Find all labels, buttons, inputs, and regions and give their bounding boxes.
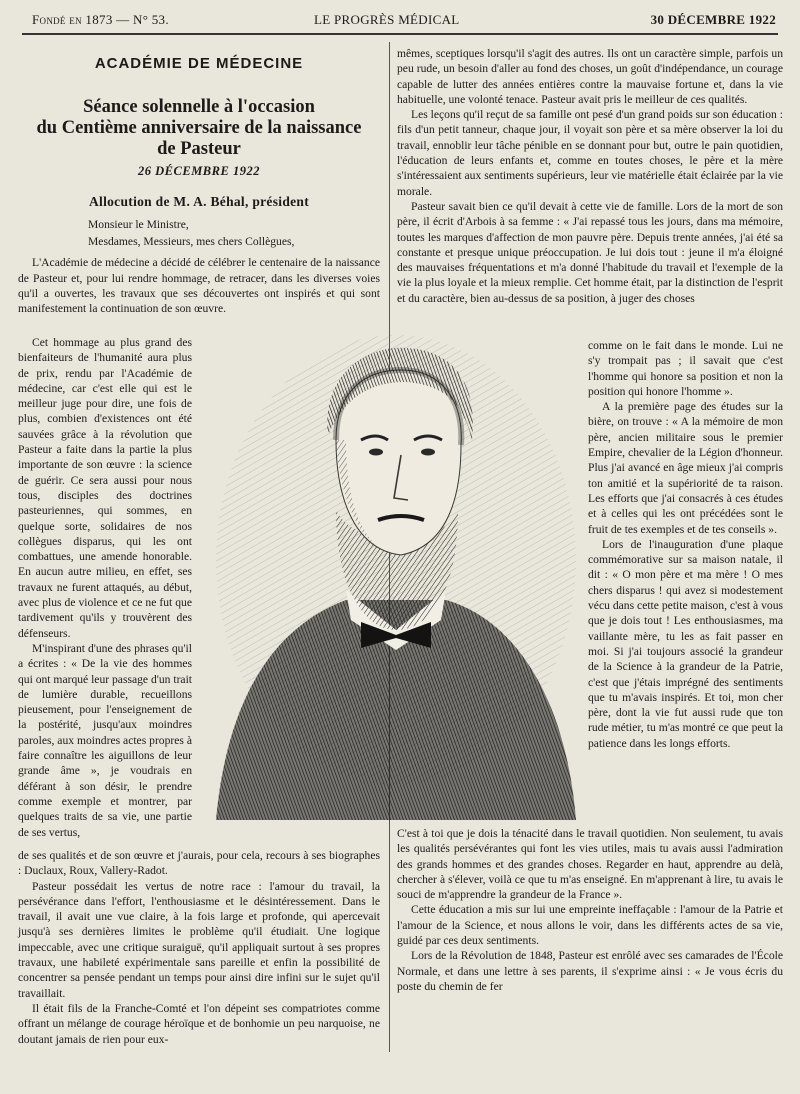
- left-narrow-column: [18, 335, 192, 840]
- header-date: 30 DÉCEMBRE 1922: [650, 12, 776, 27]
- section-title: ACADÉMIE DE MÉDECINE: [94, 55, 304, 72]
- salutation-line: Mesdames, Messieurs, mes chers Collègues,: [88, 235, 295, 249]
- left-column-bottom: [18, 848, 380, 1047]
- right-column-top: [397, 46, 783, 306]
- paragraph: comme on le fait dans le monde. Lui ne s'y trompait pas ; il savait que c'est l'homme qui honore sa position et non la position qui honore l'homme ».: [588, 339, 783, 398]
- paragraph: mêmes, sceptiques lorsqu'il s'agit des autres. Ils ont un caractère simple, parfois un peu rude, un besoin d'aller au fond des choses, un goût d'indépendance, un courage capable de lutter des années entières contre la mauvaise fortune et, dans la vie habituelle, une volonté tenace. Pasteur avait pris le meilleur de ces qualités.: [397, 47, 783, 106]
- right-narrow-column: [588, 338, 783, 751]
- paragraph: Pasteur savait bien ce qu'il devait à cette vie de famille. Lors de la mort de son père, il écrit d'Arbois à sa femme : « J'ai repassé tous les jours, dans ma mémoire, toutes les marques d'affection de mon pauvre père. Depuis trente années, j'ai été sa constante et presque unique préoccupation. Je lui dois tout : jeune il m'a éloigné des mauvaises fréquentations et m'a donné l'habitude du travail et l'exemple de la vie la plus loyale et la mieux remplie. Cet homme était, par la distinction de l'esprit et du caractère, bien au-dessus de sa position, à juger des choses: [397, 199, 783, 305]
- paragraph: Les leçons qu'il reçut de sa famille ont pesé d'un grand poids sur son éducation : fils d'un petit tanneur, chaque jour, il voyait son père et sa mère observer la loi du travail, ennoblir leur tâche pénible en se donnant pour but, outre le pain quotidien, l'éducation de leurs enfants et, comme en toutes choses, le père et la mère s'intéressaient aux sentiments supérieurs, leur vie matérielle était éclairée par la vie morale.: [397, 108, 783, 198]
- article-title-line: du Centième anniversaire de la naissance: [36, 118, 362, 139]
- paragraph: Lors de la Révolution de 1848, Pasteur est enrôlé avec ses camarades de l'École Normale, et dans une lettre à ses parents, il s'exprime ainsi : « Je vous écris du poste du chemin de fer: [397, 949, 783, 993]
- paragraph: Pasteur possédait les vertus de notre race : l'amour du travail, la persévérance dans l'effort, l'enthousiasme et le désintéressement. Dans le travail, il avait une vue claire, à la fois large et profonde, qui apercevait jusqu'à ses dernières limites le problème qu'il étudiait. Une logique impeccable, avec une critique suraiguë, qu'il appliquait surtout à ses propres travaux, une habileté expérimentale sans pareille et enfin la possibilité de concentrer sa pensée pendant un temps pour ainsi dire infini sur le sujet qu'il travaillait.: [18, 879, 380, 1000]
- header-issue: Fondé en 1873 — N° 53.: [32, 12, 169, 27]
- article-title-line: de Pasteur: [157, 139, 241, 160]
- paragraph: Lors de l'inauguration d'une plaque commémorative sur sa maison natale, il dit : « O mon père et ma mère ! O mes chers disparus ! qui avez si modestement vécu dans cette petite maison, c'est à vous que je dois tout ! Les enthousiasmes, ma vaillante mère, tu les as fait passer en moi. Si j'ai toujours associé la grandeur de la Science à la grandeur de la Patrie, c'est que j'étais imprégné des sentiments que tu m'avais inspirés. Et toi, mon cher père, dont la vie fut aussi rude que ton rude métier, tu m'as montré ce que peut la patience dans les longs efforts.: [588, 537, 783, 750]
- paragraph: de ses qualités et de son œuvre et j'aurais, pour cela, recours à ses biographes : Duclaux, Roux, Vallery-Radot.: [18, 849, 380, 878]
- paragraph: A la première page des études sur la bière, on trouve : « A la mémoire de mon père, ancien militaire sous le premier Empire, chevalier de la Légion d'honneur. Plus j'ai avancé en âge mieux j'ai compris ton amitié et la supériorité de ta raison. Les efforts que j'ai consacrés à ces études et à celles qui les ont précédées sont le fruit de tes exemples et de tes conseils ».: [588, 400, 783, 536]
- paragraph: C'est à toi que je dois la ténacité dans le travail quotidien. Non seulement, tu avais les qualités persévérantes qui font les vies utiles, mais tu avais aussi l'admiration des grands hommes et des grandes choses. Regarder en haut, apprendre au delà, chercher à s'élever, voilà ce que tu m'as enseigné. En m'apprenant à lire, tu avais le souci de m'apprendre la grandeur de la France ».: [397, 827, 783, 902]
- salutation-line: Monsieur le Ministre,: [88, 217, 189, 231]
- right-column-bottom: [397, 826, 783, 994]
- article-title-line: Séance solennelle à l'occasion: [83, 97, 315, 118]
- engraved-portrait-of-pasteur-icon: [196, 330, 586, 820]
- paragraph: Cette éducation a mis sur lui une empreinte ineffaçable : l'amour de la Patrie et l'amour de la Science, et nous allons le voir, dans les différents actes de sa vie, guidé par ces deux sentiments.: [397, 903, 783, 948]
- speech-heading: Allocution de M. A. Béhal, président: [88, 193, 310, 209]
- paragraph: L'Académie de médecine a décidé de célébrer le centenaire de la naissance de Pasteur et, pour lui rendre hommage, de retracer, dans les diverses voies qu'il a ouvertes, les travaux que ses découvertes ont inspirés et qui sont manifestement la continuation de son œuvre.: [18, 256, 380, 316]
- header-journal-title: LE PROGRÈS MÉDICAL: [314, 12, 460, 27]
- paragraph: Cet hommage au plus grand des bienfaiteurs de l'humanité aura plus de prix, rendu par l'Académie de médecine, car c'est elle qui est le meilleur juge pour dire, une fois de plus, combien d'existences ont été sauvées grâce à la révolution que Pasteur a faite dans la partie la plus importante de son œuvre : la science de guérir. Ce sera aussi pour nous tous, disciples des doctrines pasteuriennes, qui sommes, en quelque sorte, solidaires de nos collègues disparus, qui les ont combattues, une amende honorable. En aucun autre milieu, en effet, ses travaux ne furent attaqués, au début, avec plus de violence et ce ne fut que tardivement qu'ils y trouvèrent des défenseurs.: [18, 336, 192, 640]
- article-date: 26 DÉCEMBRE 1922: [138, 164, 260, 179]
- header-rule: [22, 33, 778, 35]
- running-header: [22, 10, 778, 32]
- paragraph: M'inspirant d'une des phrases qu'il a écrites : « De la vie des hommes qui ont marqué leur passage d'un trait de lumière durable, recueillons pieusement, pour l'enseignement de la postérité, jusqu'aux moindres paroles, aux moindres actes propres à faire connaître les aiguillons de leur grande âme », je voudrais en déférant à son désir, le prendre comme exemple et montrer, par quelques traits de sa vie, une partie de ses vertus,: [18, 641, 193, 839]
- paragraph: Il était fils de la Franche-Comté et l'on dépeint ses compatriotes comme offrant un mélange de courage héroïque et de bonhomie un peu narquoise, ne doutant jamais de rien pour eux-: [18, 1001, 380, 1046]
- article-title: [18, 97, 380, 160]
- left-column-top: [18, 56, 380, 317]
